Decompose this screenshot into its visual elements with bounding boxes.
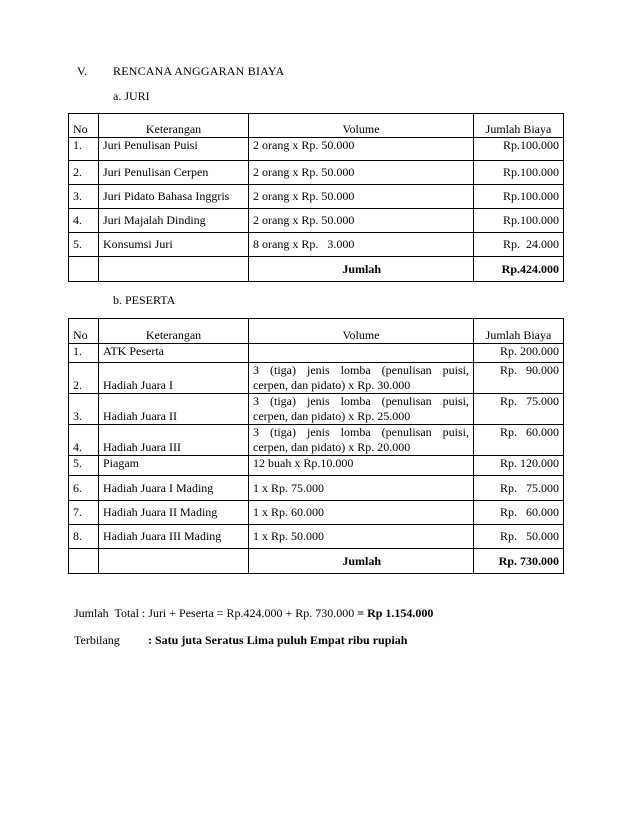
row-volume: 12 buah x Rp.10.000 (249, 456, 474, 476)
table-row (69, 363, 564, 394)
row-jumlah: Rp.100.000 (474, 161, 564, 185)
terbilang-value: : Satu juta Seratus Lima puluh Empat ribu rupiah (148, 633, 408, 647)
row-keterangan: Juri Pidato Bahasa Inggris (99, 185, 249, 209)
table-row (69, 476, 564, 501)
total-row (69, 549, 564, 574)
header-keterangan: Keterangan (99, 319, 249, 344)
row-volume: 2 orang x Rp. 50.000 (249, 161, 474, 185)
row-volume: 1 x Rp. 50.000 (249, 525, 474, 549)
row-keterangan: Juri Majalah Dinding (99, 209, 249, 233)
grand-total-line (74, 606, 433, 621)
row-volume (249, 394, 474, 425)
terbilang-label: Terbilang (74, 633, 120, 647)
peserta-table (68, 318, 564, 574)
table-row (69, 185, 564, 209)
row-jumlah: Rp. 90.000 (474, 363, 564, 394)
total-empty-no (69, 257, 99, 282)
row-keterangan: Hadiah Juara II (99, 394, 249, 425)
row-keterangan: Hadiah Juara III Mading (99, 525, 249, 549)
row-jumlah: Rp. 75.000 (474, 394, 564, 425)
table-row (69, 138, 564, 161)
row-jumlah: Rp.100.000 (474, 209, 564, 233)
row-volume (249, 363, 474, 394)
juri-subtitle: a. JURI (113, 89, 150, 103)
row-no: 5. (69, 233, 99, 257)
table-row (69, 425, 564, 456)
row-volume: 8 orang x Rp. 3.000 (249, 233, 474, 257)
row-volume (249, 344, 474, 363)
total-value: Rp.424.000 (474, 257, 564, 282)
row-no: 2. (69, 161, 99, 185)
peserta-subtitle: b. PESERTA (113, 293, 176, 307)
table-row (69, 501, 564, 525)
total-empty-no (69, 549, 99, 574)
row-keterangan: Hadiah Juara I Mading (99, 476, 249, 501)
juri-table (68, 113, 564, 282)
row-jumlah: Rp. 75.000 (474, 476, 564, 501)
header-keterangan: Keterangan (99, 114, 249, 138)
row-no: 8. (69, 525, 99, 549)
row-no: 1. (69, 344, 99, 363)
grand-total-text: Jumlah Total : Juri + Peserta = Rp.424.000 + Rp. 730.000 (74, 606, 358, 620)
header-jumlah: Jumlah Biaya (474, 114, 564, 138)
row-no: 4. (69, 209, 99, 233)
row-volume: 1 x Rp. 60.000 (249, 501, 474, 525)
row-keterangan: Hadiah Juara III (99, 425, 249, 456)
header-no: No (69, 114, 99, 138)
table-row (69, 456, 564, 476)
volume-line-1: 3 (tiga) jenis lomba (penulisan puisi, (253, 425, 469, 439)
table-row (69, 161, 564, 185)
total-value: Rp. 730.000 (474, 549, 564, 574)
volume-line-1: 3 (tiga) jenis lomba (penulisan puisi, (253, 394, 469, 408)
volume-line-2: cerpen, dan pidato) x Rp. 20.000 (253, 440, 411, 454)
section-title: RENCANA ANGGARAN BIAYA (113, 64, 285, 78)
table-row (69, 525, 564, 549)
table-header-row (69, 319, 564, 344)
table-row (69, 233, 564, 257)
volume-line-1: 3 (tiga) jenis lomba (penulisan puisi, (253, 363, 469, 377)
volume-line-2: cerpen, dan pidato) x Rp. 25.000 (253, 409, 411, 423)
row-keterangan: Juri Penulisan Puisi (99, 138, 249, 161)
total-empty-keterangan (99, 549, 249, 574)
header-volume: Volume (249, 114, 474, 138)
row-volume: 2 orang x Rp. 50.000 (249, 138, 474, 161)
row-jumlah: Rp.100.000 (474, 138, 564, 161)
table-row (69, 209, 564, 233)
header-no: No (69, 319, 99, 344)
table-header-row (69, 114, 564, 138)
row-volume: 2 orang x Rp. 50.000 (249, 209, 474, 233)
terbilang-line (74, 633, 407, 648)
section-number: V. (77, 64, 88, 78)
row-keterangan: Hadiah Juara II Mading (99, 501, 249, 525)
row-jumlah: Rp. 50.000 (474, 525, 564, 549)
total-label: Jumlah (249, 549, 474, 574)
row-no: 4. (69, 425, 99, 456)
row-no: 2. (69, 363, 99, 394)
total-row (69, 257, 564, 282)
row-jumlah: Rp. 200.000 (474, 344, 564, 363)
row-no: 1. (69, 138, 99, 161)
row-jumlah: Rp. 24.000 (474, 233, 564, 257)
row-no: 7. (69, 501, 99, 525)
total-label: Jumlah (249, 257, 474, 282)
row-jumlah: Rp. 120.000 (474, 456, 564, 476)
row-keterangan: Juri Penulisan Cerpen (99, 161, 249, 185)
row-keterangan: ATK Peserta (99, 344, 249, 363)
table-row (69, 344, 564, 363)
grand-total-amount: = Rp 1.154.000 (357, 606, 434, 620)
row-keterangan: Konsumsi Juri (99, 233, 249, 257)
table-row (69, 394, 564, 425)
row-volume: 1 x Rp. 75.000 (249, 476, 474, 501)
header-jumlah: Jumlah Biaya (474, 319, 564, 344)
header-volume: Volume (249, 319, 474, 344)
row-volume: 2 orang x Rp. 50.000 (249, 185, 474, 209)
total-empty-keterangan (99, 257, 249, 282)
row-keterangan: Hadiah Juara I (99, 363, 249, 394)
row-no: 6. (69, 476, 99, 501)
row-no: 5. (69, 456, 99, 476)
row-keterangan: Piagam (99, 456, 249, 476)
row-jumlah: Rp.100.000 (474, 185, 564, 209)
row-no: 3. (69, 394, 99, 425)
row-jumlah: Rp. 60.000 (474, 501, 564, 525)
row-volume (249, 425, 474, 456)
row-no: 3. (69, 185, 99, 209)
volume-line-2: cerpen, dan pidato) x Rp. 30.000 (253, 378, 411, 392)
row-jumlah: Rp. 60.000 (474, 425, 564, 456)
